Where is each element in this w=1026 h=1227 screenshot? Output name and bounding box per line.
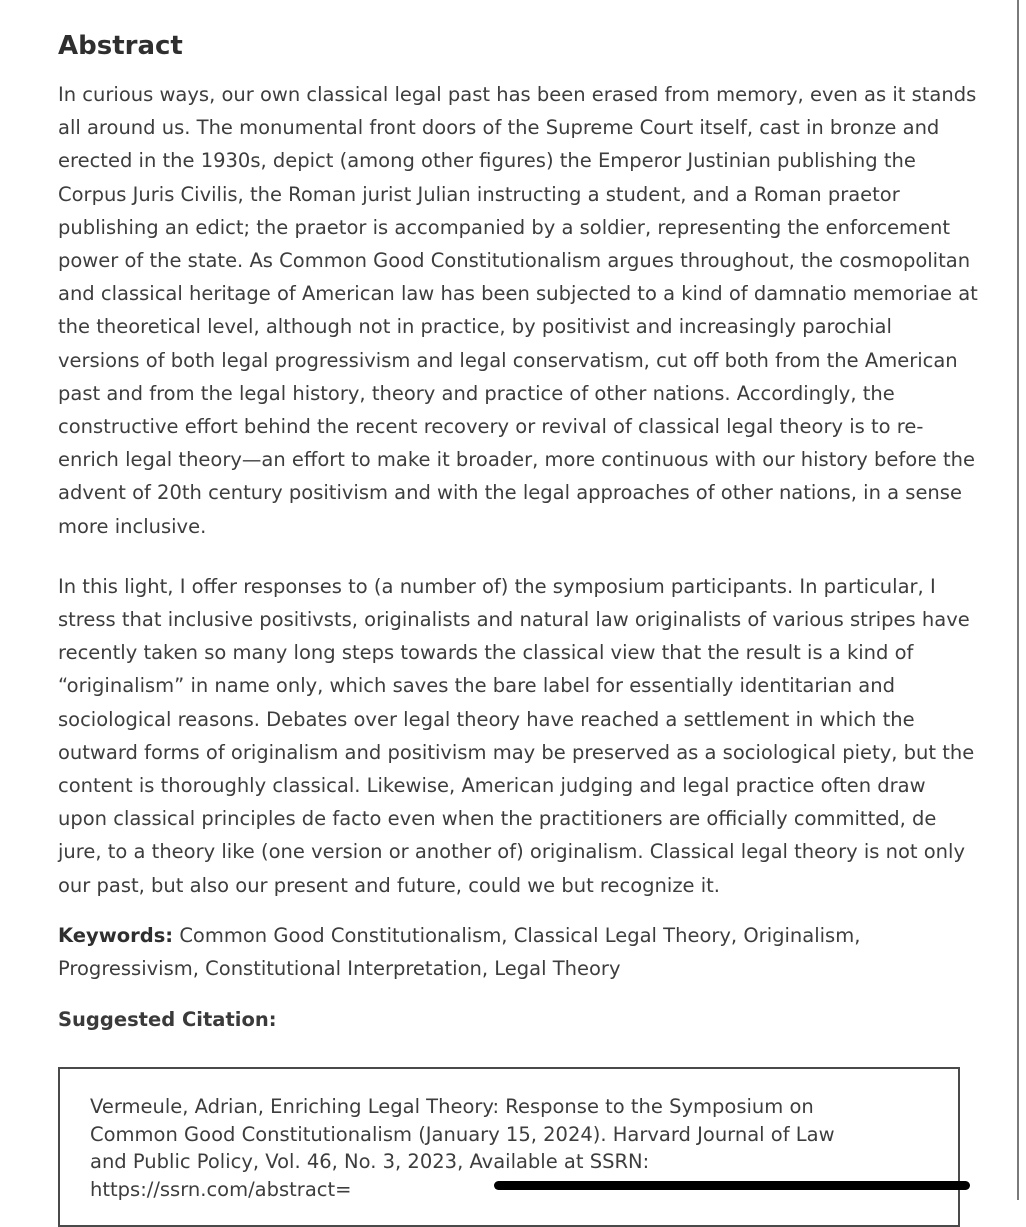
abstract-section (58, 28, 978, 1059)
abstract-heading: Abstract (58, 31, 183, 61)
citation-text[interactable]: Vermeule, Adrian, Enriching Legal Theory: Response to the Symposium on Common Good Constitutionalism (January 15, 2024). Harvard Journal of Law and Public Policy, Vol. 46, No. 3, 2023, Available at SSRN: https://ssrn.com/abstract= (90, 1095, 835, 1201)
keywords-label: Keywords: (58, 923, 174, 947)
redaction-bar (494, 1181, 970, 1190)
abstract-paragraph-2: In this light, I offer responses to (a number of) the symposium participants. In particular, I stress that inclusive positivsts, originalists and natural law originalists of various stripes have recently taken so many long steps towards the classical view that the result is a kind of “originalism” in name only, which saves the bare label for essentially identitarian and sociological reasons. Debates over legal theory have reached a settlement in which the outward forms of originalism and positivism may be preserved as a sociological piety, but the content is thoroughly classical. Likewise, American judging and legal practice often draw upon classical principles de facto even when the practitioners are officially committed, de jure, to a theory like (one version or another of) originalism. Classical legal theory is not only our past, but also our present and future, could we but recognize it. (58, 574, 975, 897)
keywords-line (58, 919, 978, 985)
abstract-paragraph-1: In curious ways, our own classical legal past has been erased from memory, even as it stands all around us. The monumental front doors of the Supreme Court itself, cast in bronze and erected in the 1930s, depict (among other figures) the Emperor Justinian publishing the Corpus Juris Civilis, the Roman jurist Julian instructing a student, and a Roman praetor publishing an edict; the praetor is accompanied by a soldier, representing the enforcement power of the state. As Common Good Constitutionalism argues throughout, the cosmopolitan and classical heritage of American law has been subjected to a kind of damnatio memoriae at the theoretical level, although not in practice, by positivist and increasingly parochial versions of both legal progressivism and legal conservatism, cut off both from the American past and from the legal history, theory and practice of other nations. Accordingly, the constructive effort behind the recent recovery or revival of classical legal theory is to re-enrich legal theory—an effort to make it broader, more continuous with our history before the advent of 20th century positivism and with the legal approaches of other nations, in a sense more inclusive. (58, 83, 978, 538)
keywords-value: Common Good Constitutionalism, Classical Legal Theory, Originalism, Progressivism, Constitutional Interpretation, Legal Theory (58, 923, 861, 980)
suggested-citation-heading: Suggested Citation: (58, 1007, 277, 1031)
citation-box (58, 1067, 960, 1227)
page-edge-divider (1017, 0, 1019, 1200)
